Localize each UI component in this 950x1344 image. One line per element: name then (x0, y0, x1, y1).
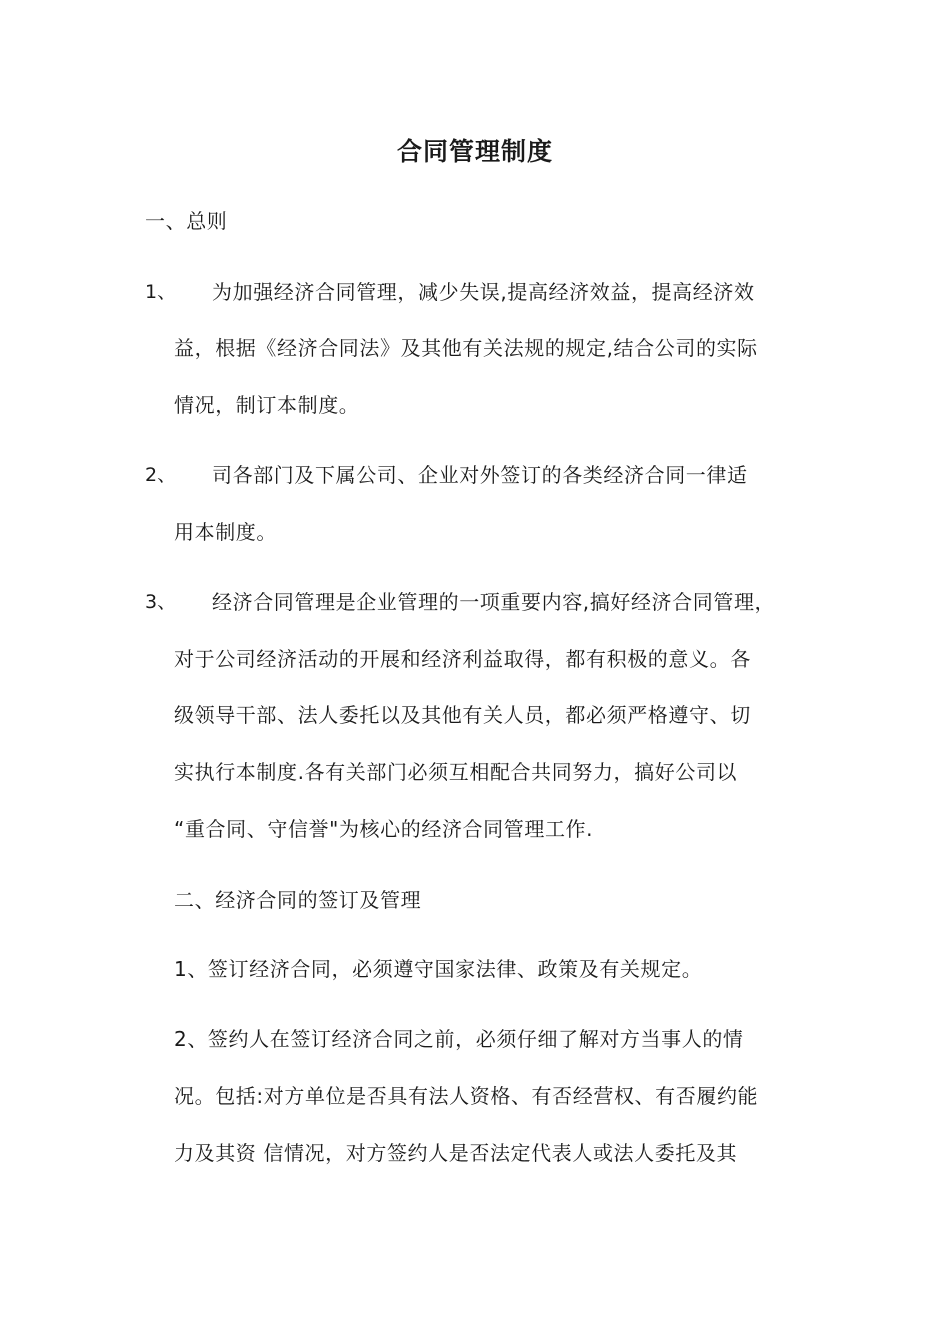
paragraph-line: 实执行本制度.各有关部门必须互相配合共同努力，搞好公司以 (174, 760, 738, 784)
paragraph-line: 况。包括:对方单位是否具有法人资格、有否经营权、有否履约能 (174, 1084, 759, 1108)
item-number: 3、 (145, 591, 177, 613)
paragraph-line: 1、签订经济合同，必须遵守国家法律、政策及有关规定。 (174, 957, 703, 981)
paragraph-line: 2、签约人在签订经济合同之前，必须仔细了解对方当事人的情 (174, 1027, 744, 1051)
paragraph-line: 司各部门及下属公司、企业对外签订的各类经济合同一律适 (212, 463, 748, 487)
item-number: 2、 (145, 464, 177, 486)
paragraph-line: 为加强经济合同管理，减少失误,提高经济效益，提高经济效 (212, 280, 755, 304)
paragraph-line: 益，根据《经济合同法》及其他有关法规的规定,结合公司的实际 (174, 336, 758, 360)
paragraph-line: 经济合同管理是企业管理的一项重要内容,搞好经济合同管理， (212, 590, 776, 614)
paragraph-line: 用本制度。 (174, 520, 277, 544)
paragraph-line: 情况，制订本制度。 (174, 393, 360, 417)
paragraph-line: 级领导干部、法人委托以及其他有关人员，都必须严格遵守、切 (174, 703, 751, 727)
section-heading-contract-signing: 二、经济合同的签订及管理 (174, 888, 422, 912)
document-title: 合同管理制度 (396, 137, 553, 166)
paragraph-line: “重合同、守信誉"为核心的经济合同管理工作. (174, 817, 594, 841)
paragraph-line: 力及其资 信情况，对方签约人是否法定代表人或法人委托及其 (174, 1141, 738, 1165)
paragraph-line: 对于公司经济活动的开展和经济利益取得，都有积极的意义。各 (174, 647, 751, 671)
section-heading-general: 一、总则 (145, 209, 228, 233)
item-number: 1、 (145, 281, 177, 303)
